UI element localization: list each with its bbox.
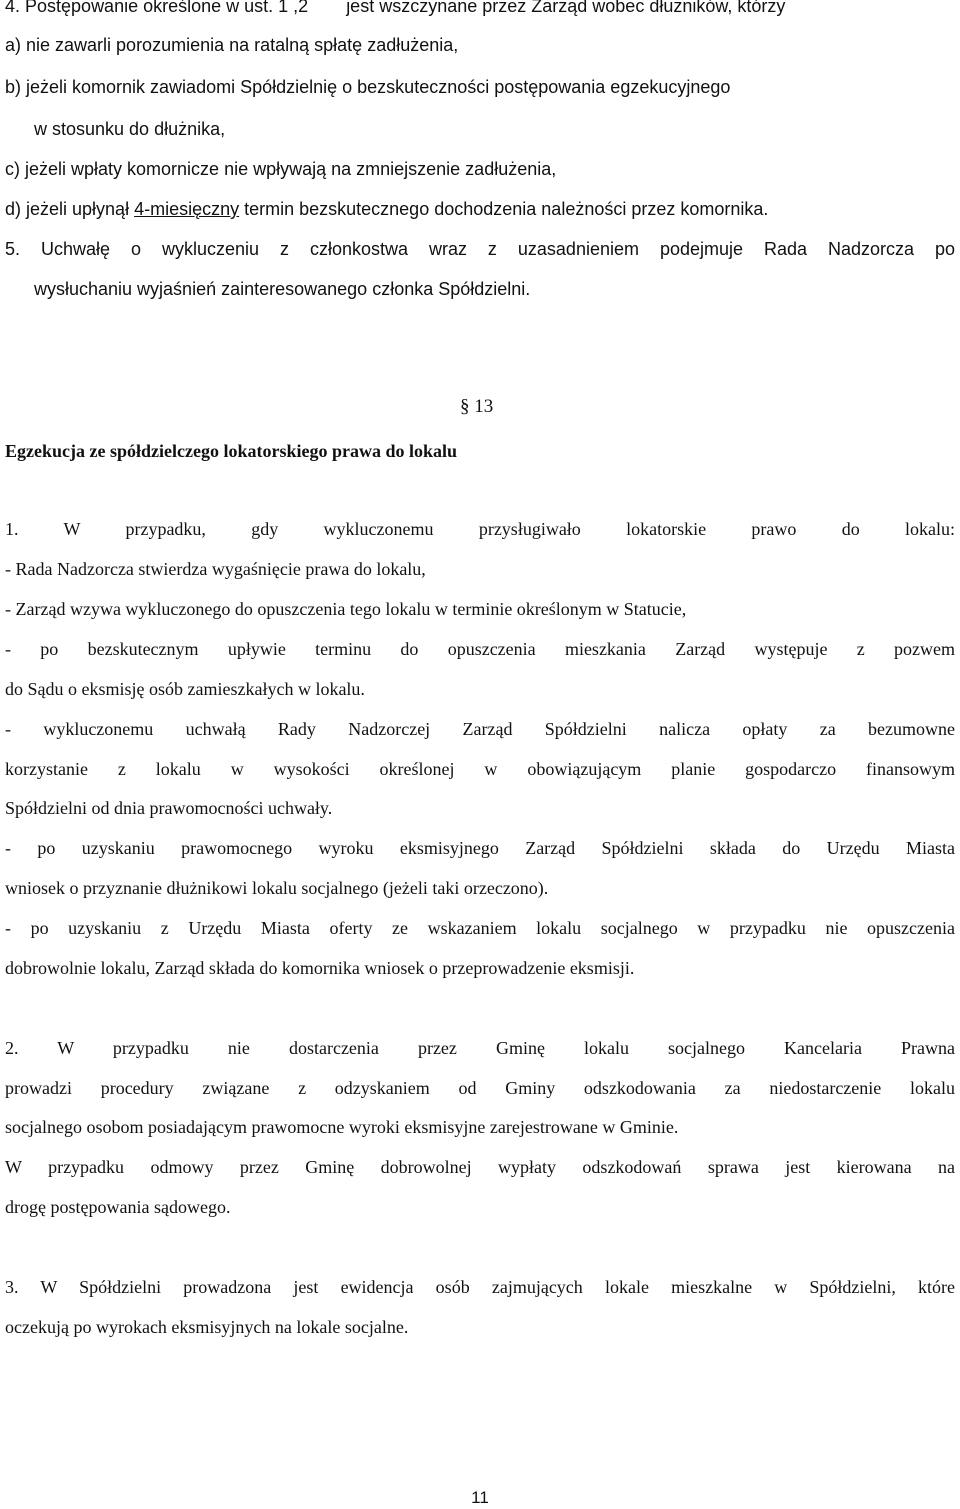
paragraph-1-bullet-1: - Rada Nadzorcza stwierdza wygaśnięcie prawa do lokalu, [5,559,426,579]
page-number: 11 [471,1488,489,1507]
paragraph-1-bullet-5-line1: - po uzyskaniu prawomocnego wyroku eksmisyjnego Zarząd Spółdzielni składa do Urzędu Miasta [5,838,955,858]
paragraph-2-line3: socjalnego osobom posiadającym prawomocne wyroki eksmisyjne zarejestrowane w Gminie. [5,1117,679,1137]
paragraph-1-bullet-3-line1: - po bezskutecznym upływie terminu do opuszczenia mieszkania Zarząd występuje z pozwem [5,639,955,659]
list-subitem-c: c) jeżeli wpłaty komornicze nie wpływają na zmniejszenie zadłużenia, [5,159,557,179]
paragraph-1-bullet-4-line1: - wykluczonemu uchwałą Rady Nadzorczej Zarząd Spółdzielni nalicza opłaty za bezumowne [5,719,955,739]
paragraph-2-line4: W przypadku odmowy przez Gminę dobrowolnej wypłaty odszkodowań sprawa jest kierowana na [5,1157,955,1177]
list-subitem-b-line1: b) jeżeli komornik zawiadomi Spółdzielnię o bezskuteczności postępowania egzekucyjnego [5,77,731,97]
paragraph-1-bullet-4-line2: korzystanie z lokalu w wysokości określonej w obowiązującym planie gospodarczo finansowym [5,759,955,779]
paragraph-3-line1: 3. W Spółdzielni prowadzona jest ewidencja osób zajmujących lokale mieszkalne w Spółdzielni, które [5,1277,955,1297]
paragraph-1-intro: 1. W przypadku, gdy wykluczonemu przysługiwało lokatorskie prawo do lokalu: [5,519,955,539]
paragraph-2-line2: prowadzi procedury związane z odzyskaniem od Gminy odszkodowania za niedostarczenie lokalu [5,1078,955,1098]
section-heading: Egzekucja ze spółdzielczego lokatorskiego prawa do lokalu [5,441,457,461]
paragraph-1-bullet-6-line2: dobrowolnie lokalu, Zarząd składa do komornika wniosek o przeprowadzenie eksmisji. [5,958,635,978]
paragraph-1-bullet-3-line2: do Sądu o eksmisję osób zamieszkałych w lokalu. [5,679,365,699]
list-item-5-line1: 5. Uchwałę o wykluczeniu z członkostwa wraz z uzasadnieniem podejmuje Rada Nadzorcza po [5,239,955,259]
paragraph-2-line5: drogę postępowania sądowego. [5,1197,231,1217]
list-item-4 [5,0,955,17]
paragraph-1-bullet-5-line2: wniosek o przyznanie dłużnikowi lokalu socjalnego (jeżeli taki orzeczono). [5,878,549,898]
list-subitem-d-post: termin bezskutecznego dochodzenia należności przez komornika. [239,199,769,219]
list-item-5-line2: wysłuchaniu wyjaśnień zainteresowanego członka Spółdzielni. [34,279,531,299]
underlined-term: 4-miesięczny [134,199,240,219]
paragraph-1-bullet-6-line1: - po uzyskaniu z Urzędu Miasta oferty ze wskazaniem lokalu socjalnego w przypadku nie opuszczenia [5,918,955,938]
paragraph-1-bullet-4-line3: Spółdzielni od dnia prawomocności uchwały. [5,798,333,818]
section-number: § 13 [460,396,494,417]
list-item-4-end: jest wszczynane przez Zarząd wobec dłużników, którzy [346,0,786,16]
list-subitem-d-pre: d) jeżeli upłynął [5,199,135,219]
list-subitem-b-line2: w stosunku do dłużnika, [34,119,226,139]
list-subitem-a: a) nie zawarli porozumienia na ratalną spłatę zadłużenia, [5,35,459,55]
list-subitem-d [5,198,955,220]
list-item-4-start: 4. Postępowanie określone w ust. 1 ,2 [5,0,309,16]
paragraph-2-line1: 2. W przypadku nie dostarczenia przez Gminę lokalu socjalnego Kancelaria Prawna [5,1038,955,1058]
paragraph-1-bullet-2: - Zarząd wzywa wykluczonego do opuszczenia tego lokalu w terminie określonym w Statucie, [5,599,687,619]
paragraph-3-line2: oczekują po wyrokach eksmisyjnych na lokale socjalne. [5,1317,409,1337]
